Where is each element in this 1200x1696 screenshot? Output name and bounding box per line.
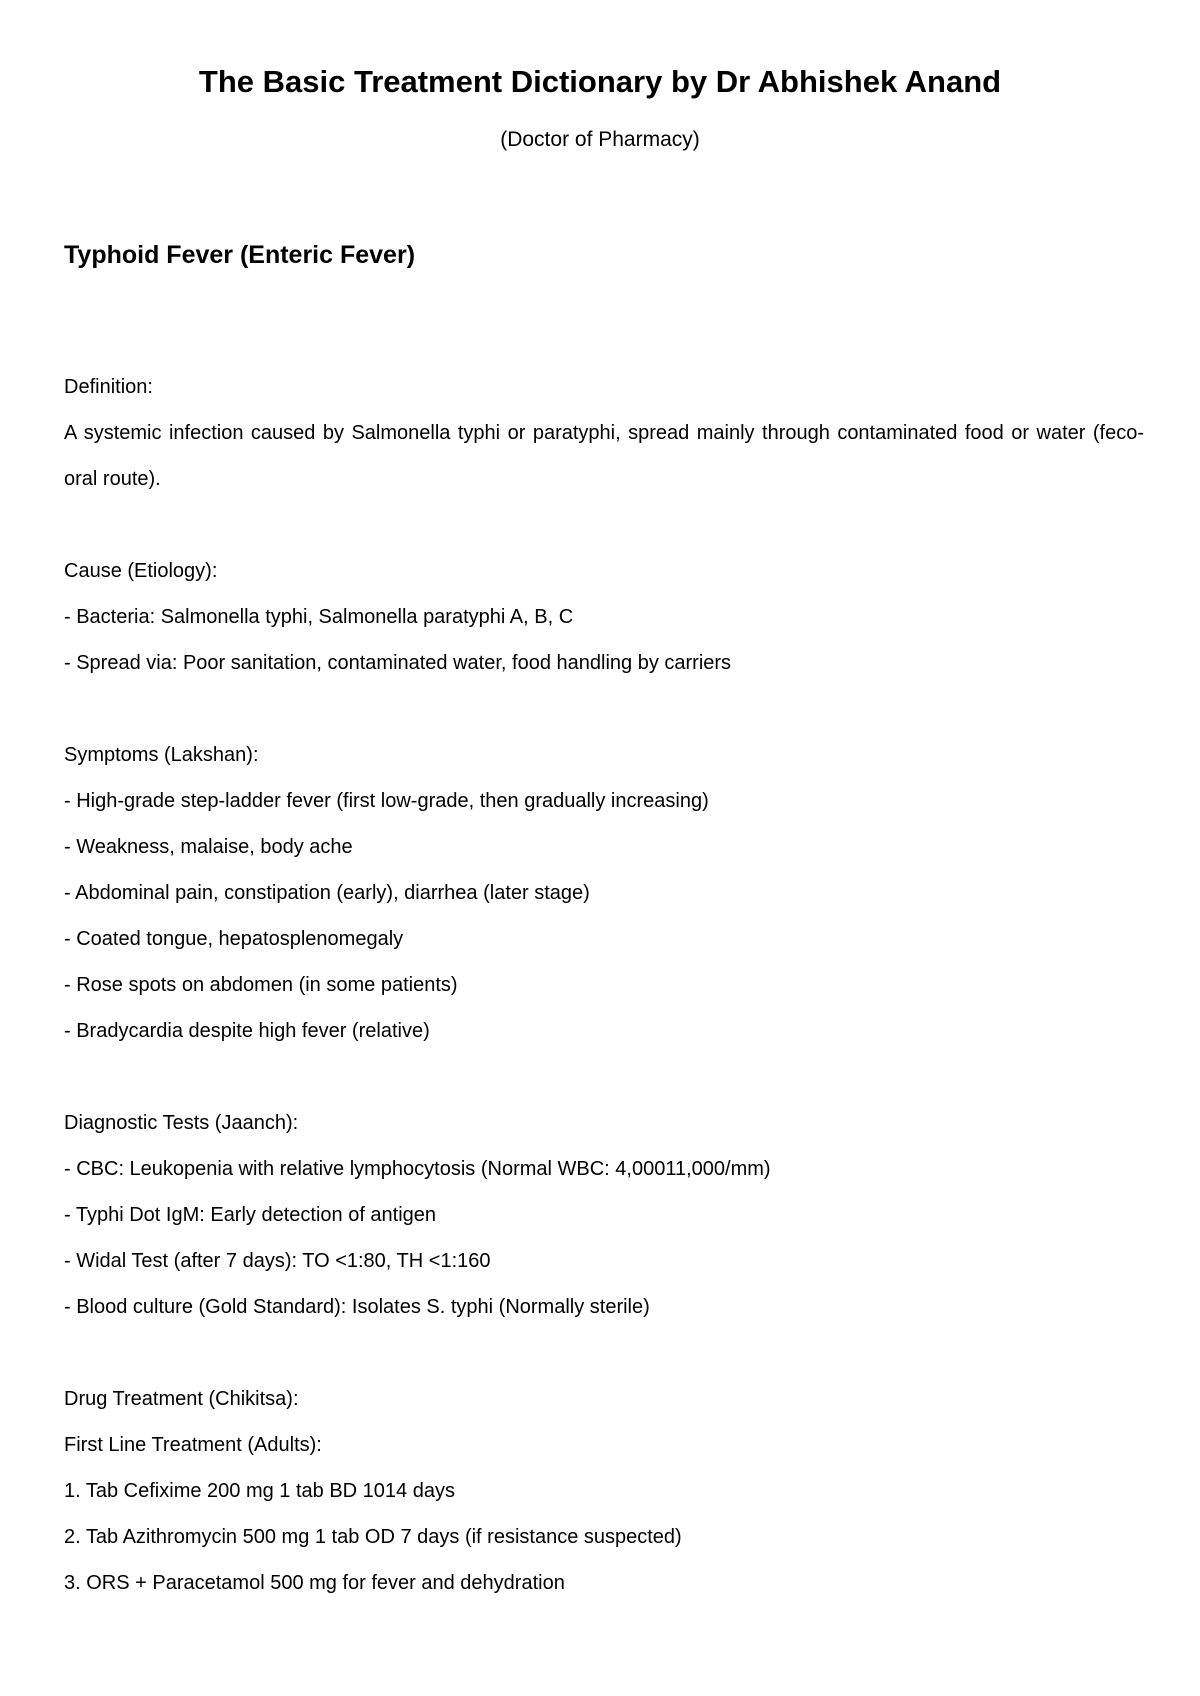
drug-treatment-label: Drug Treatment (Chikitsa): <box>64 1388 299 1410</box>
document-content <box>64 364 1144 1606</box>
list-item: - Typhi Dot IgM: Early detection of antigen <box>64 1204 437 1226</box>
list-item: - Spread via: Poor sanitation, contaminated water, food handling by carriers <box>64 652 732 674</box>
definition-label: Definition: <box>64 376 153 398</box>
definition-text: A systemic infection caused by Salmonella typhi or paratyphi, spread mainly through contaminated food or water (feco-oral route). <box>64 422 1144 490</box>
list-item: - Abdominal pain, constipation (early), diarrhea (later stage) <box>64 882 590 904</box>
diagnostics-label: Diagnostic Tests (Jaanch): <box>64 1112 299 1134</box>
symptoms-label: Symptoms (Lakshan): <box>64 744 259 766</box>
symptoms-section <box>64 732 1144 1054</box>
diagnostics-section <box>64 1100 1144 1330</box>
document-subtitle: (Doctor of Pharmacy) <box>500 128 700 151</box>
list-item: - Bradycardia despite high fever (relative) <box>64 1020 430 1042</box>
drug-treatment-section <box>64 1376 1144 1606</box>
list-item: 1. Tab Cefixime 200 mg 1 tab BD 1014 days <box>64 1480 455 1502</box>
list-item: - Rose spots on abdomen (in some patients) <box>64 974 458 996</box>
cause-label: Cause (Etiology): <box>64 560 218 582</box>
list-item: - High-grade step-ladder fever (first low-grade, then gradually increasing) <box>64 790 709 812</box>
list-item: 3. ORS + Paracetamol 500 mg for fever and dehydration <box>64 1572 565 1594</box>
list-item: - Blood culture (Gold Standard): Isolates S. typhi (Normally sterile) <box>64 1296 650 1318</box>
list-item: - Weakness, malaise, body ache <box>64 836 353 858</box>
list-item: - Bacteria: Salmonella typhi, Salmonella paratyphi A, B, C <box>64 606 574 628</box>
definition-section <box>64 364 1144 502</box>
list-item: - Widal Test (after 7 days): TO <1:80, TH <1:160 <box>64 1250 491 1272</box>
list-item: - CBC: Leukopenia with relative lymphocytosis (Normal WBC: 4,00011,000/mm) <box>64 1158 771 1180</box>
disease-heading: Typhoid Fever (Enteric Fever) <box>64 241 416 269</box>
cause-section <box>64 548 1144 686</box>
list-item: 2. Tab Azithromycin 500 mg 1 tab OD 7 days (if resistance suspected) <box>64 1526 682 1548</box>
document-title: The Basic Treatment Dictionary by Dr Abhishek Anand <box>198 64 1002 99</box>
list-item: - Coated tongue, hepatosplenomegaly <box>64 928 404 950</box>
drug-treatment-sublabel: First Line Treatment (Adults): <box>64 1434 322 1456</box>
